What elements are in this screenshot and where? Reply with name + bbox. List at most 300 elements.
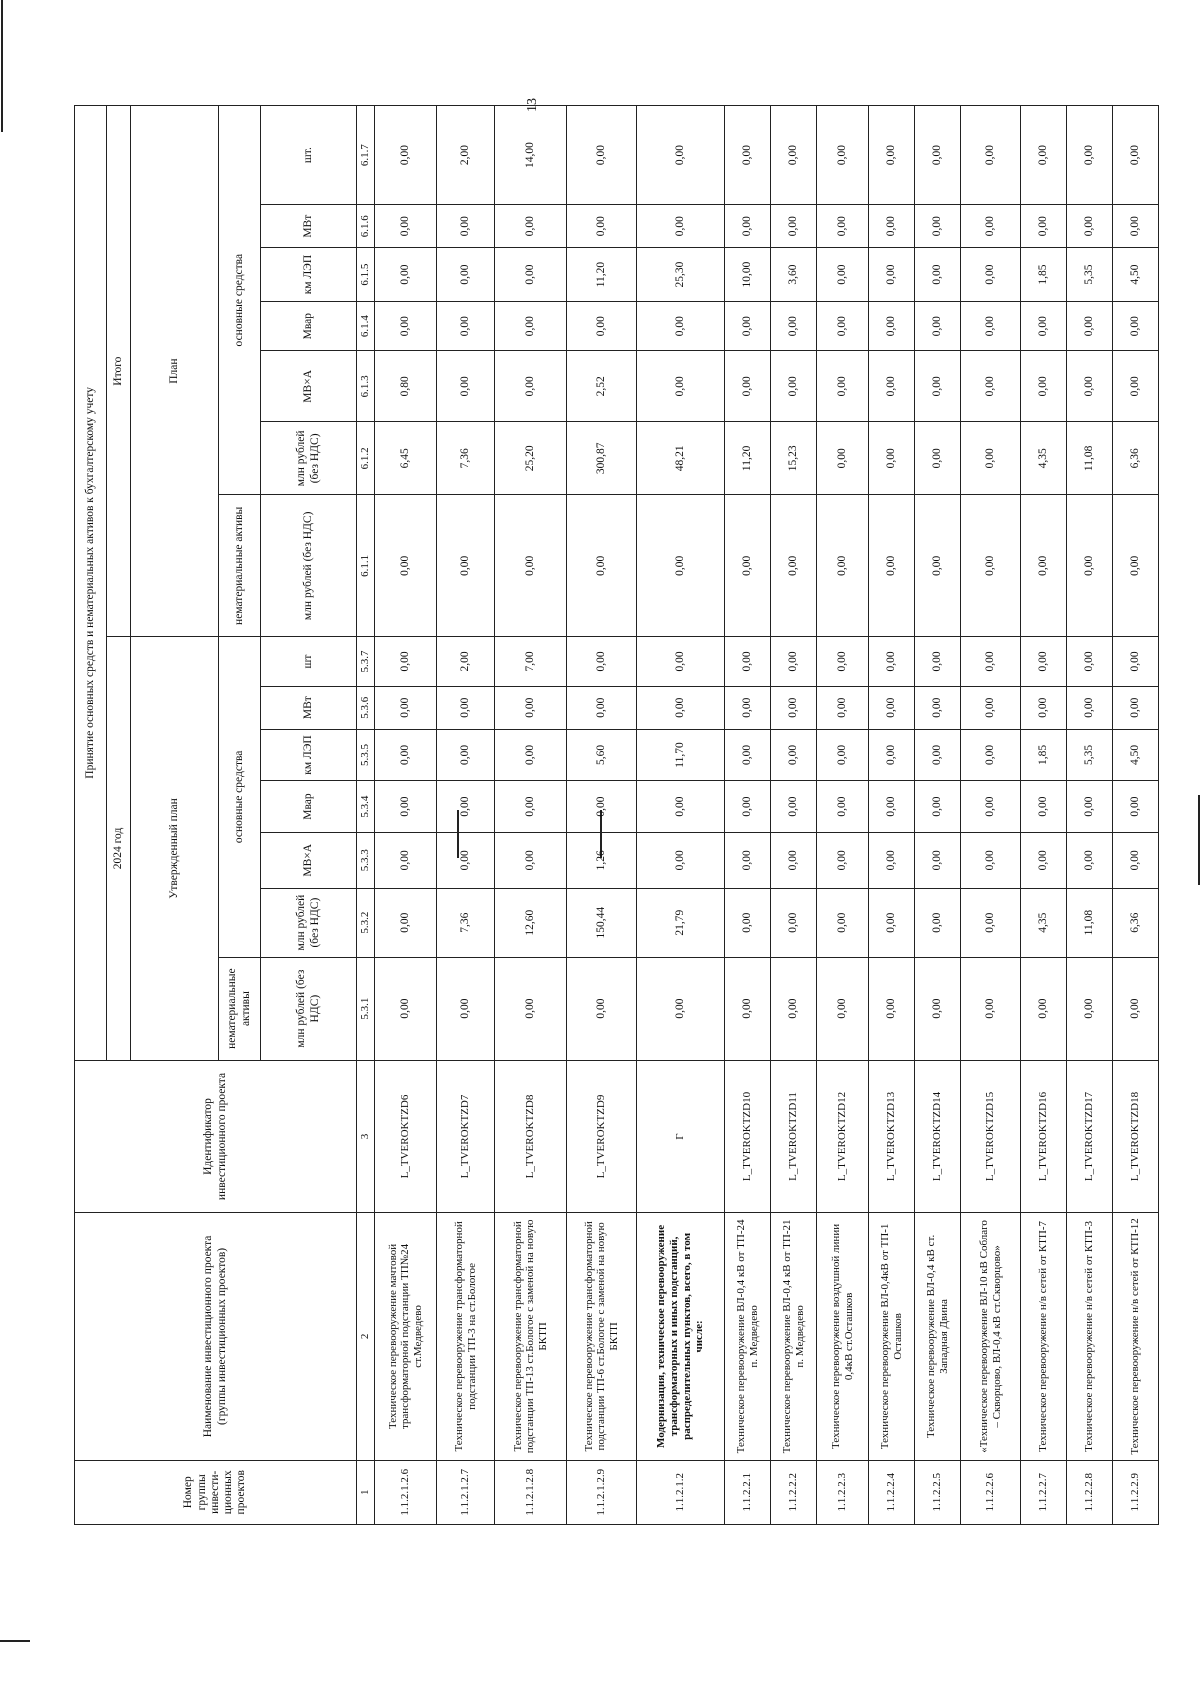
row-value: 0,00 bbox=[375, 301, 437, 350]
row-value: 0,00 bbox=[1021, 957, 1067, 1060]
row-value: 0,00 bbox=[375, 888, 437, 957]
row-value: 7,36 bbox=[437, 422, 495, 495]
row-value: 0,00 bbox=[1067, 106, 1113, 205]
row-value: 0,00 bbox=[437, 301, 495, 350]
row-value: 0,00 bbox=[725, 686, 771, 729]
row-value: 0,00 bbox=[567, 106, 637, 205]
table-row bbox=[869, 106, 915, 1525]
row-value: 1,85 bbox=[1021, 729, 1067, 781]
row-value: 0,00 bbox=[495, 781, 567, 833]
row-value: 11,20 bbox=[567, 248, 637, 302]
row-value: 0,00 bbox=[915, 637, 961, 686]
row-project-id: L_TVEROKTZD17 bbox=[1067, 1060, 1113, 1213]
row-value: 25,20 bbox=[495, 422, 567, 495]
row-value: 0,00 bbox=[437, 248, 495, 302]
row-project-id: L_TVEROKTZD10 bbox=[725, 1060, 771, 1213]
unit-total-fixed-mln: млн рублей (без НДС) bbox=[261, 422, 357, 495]
column-number-row bbox=[357, 106, 375, 1525]
row-value: 0,00 bbox=[771, 205, 817, 248]
row-code: 1.1.2.2.6 bbox=[961, 1460, 1021, 1524]
scan-mark-top-left bbox=[1, 0, 3, 132]
header-intangible-total: нематериальные активы bbox=[219, 495, 261, 637]
unit-total-mva: МВ×А bbox=[261, 351, 357, 422]
row-value: 11,08 bbox=[1067, 422, 1113, 495]
row-value: 0,00 bbox=[567, 301, 637, 350]
row-value: 5,60 bbox=[567, 729, 637, 781]
row-project-name: Техническое перевооружение ВЛ-0,4 кВ от ТП-21 п. Медведево bbox=[771, 1213, 817, 1460]
row-value: 10,00 bbox=[725, 248, 771, 302]
row-value: 0,00 bbox=[495, 729, 567, 781]
header-fixed-assets-total: основные средства bbox=[219, 106, 261, 495]
row-value: 0,00 bbox=[869, 351, 915, 422]
header-project-name: Наименование инвестиционного проекта (группы инвестиционных проектов) bbox=[75, 1213, 357, 1460]
row-value: 0,00 bbox=[1021, 781, 1067, 833]
row-project-id: L_TVEROKTZD14 bbox=[915, 1060, 961, 1213]
table-row bbox=[1067, 106, 1113, 1525]
row-value: 0,00 bbox=[961, 832, 1021, 888]
row-code: 1.1.2.1.2 bbox=[637, 1460, 725, 1524]
row-value: 0,00 bbox=[725, 351, 771, 422]
row-value: 0,00 bbox=[961, 301, 1021, 350]
row-project-id: Г bbox=[637, 1060, 725, 1213]
row-value: 0,00 bbox=[1067, 637, 1113, 686]
row-value: 0,00 bbox=[495, 495, 567, 637]
column-number: 5.3.4 bbox=[357, 781, 375, 833]
row-value: 0,00 bbox=[375, 781, 437, 833]
row-value: 0,00 bbox=[725, 781, 771, 833]
row-project-name: Техническое перевооружение трансформаторной подстанции ТП-13 ст.Бологое с заменой на новую БКТП bbox=[495, 1213, 567, 1460]
row-project-id: L_TVEROKTZD8 bbox=[495, 1060, 567, 1213]
row-value: 0,00 bbox=[1113, 686, 1159, 729]
row-project-name: Модернизация, техническое перевооружение трансформаторных и иных подстанций, распределительных пунктов, всего, в том числе: bbox=[637, 1213, 725, 1460]
row-project-id: L_TVEROKTZD6 bbox=[375, 1060, 437, 1213]
row-value: 0,00 bbox=[915, 205, 961, 248]
row-value: 0,00 bbox=[869, 248, 915, 302]
row-value: 2,00 bbox=[437, 637, 495, 686]
scan-mark-bottom-left bbox=[0, 1640, 30, 1642]
row-value: 0,00 bbox=[771, 729, 817, 781]
row-project-name: Техническое перевооружение мачтовой трансформаторной подстанции ТП№24 ст.Медведево bbox=[375, 1213, 437, 1460]
header-approved-plan: Утвержденный план bbox=[131, 637, 219, 1060]
row-value: 0,00 bbox=[495, 301, 567, 350]
row-value: 0,00 bbox=[375, 686, 437, 729]
row-value: 0,00 bbox=[495, 832, 567, 888]
row-value: 0,00 bbox=[437, 832, 495, 888]
column-number: 6.1.4 bbox=[357, 301, 375, 350]
table-row bbox=[567, 106, 637, 1525]
unit-total-km: км ЛЭП bbox=[261, 248, 357, 302]
table-body bbox=[375, 106, 1159, 1525]
row-value: 0,00 bbox=[637, 351, 725, 422]
row-code: 1.1.2.1.2.8 bbox=[495, 1460, 567, 1524]
row-value: 0,00 bbox=[817, 205, 869, 248]
row-value: 0,00 bbox=[869, 888, 915, 957]
row-value: 0,00 bbox=[375, 957, 437, 1060]
row-value: 0,00 bbox=[817, 637, 869, 686]
row-value: 0,00 bbox=[437, 205, 495, 248]
column-number: 5.3.7 bbox=[357, 637, 375, 686]
row-value: 0,00 bbox=[1021, 301, 1067, 350]
row-value: 0,00 bbox=[961, 781, 1021, 833]
row-code: 1.1.2.2.5 bbox=[915, 1460, 961, 1524]
row-value: 12,60 bbox=[495, 888, 567, 957]
row-project-id: L_TVEROKTZD9 bbox=[567, 1060, 637, 1213]
row-value: 0,00 bbox=[961, 495, 1021, 637]
row-value: 0,00 bbox=[437, 686, 495, 729]
column-number: 6.1.1 bbox=[357, 495, 375, 637]
table-row bbox=[817, 106, 869, 1525]
row-value: 0,00 bbox=[375, 106, 437, 205]
row-code: 1.1.2.2.7 bbox=[1021, 1460, 1067, 1524]
row-value: 0,00 bbox=[817, 729, 869, 781]
row-project-name: Техническое перевооружение ВЛ-0,4 кВ ст. Западная Двина bbox=[915, 1213, 961, 1460]
row-value: 4,50 bbox=[1113, 729, 1159, 781]
column-number: 6.1.2 bbox=[357, 422, 375, 495]
unit-total-mw: МВт bbox=[261, 205, 357, 248]
row-value: 0,00 bbox=[771, 637, 817, 686]
row-value: 3,60 bbox=[771, 248, 817, 302]
row-value: 0,00 bbox=[771, 888, 817, 957]
row-value: 0,00 bbox=[817, 957, 869, 1060]
row-value: 0,00 bbox=[915, 781, 961, 833]
row-value: 25,30 bbox=[637, 248, 725, 302]
row-value: 0,00 bbox=[725, 301, 771, 350]
row-code: 1.1.2.2.1 bbox=[725, 1460, 771, 1524]
row-value: 0,00 bbox=[961, 729, 1021, 781]
row-value: 0,00 bbox=[1067, 351, 1113, 422]
unit-intangible-mln: млн рублей (без НДС) bbox=[261, 957, 357, 1060]
row-project-id: L_TVEROKTZD13 bbox=[869, 1060, 915, 1213]
row-value: 0,00 bbox=[771, 351, 817, 422]
row-value: 0,00 bbox=[637, 205, 725, 248]
row-value: 0,00 bbox=[725, 832, 771, 888]
row-value: 0,00 bbox=[869, 781, 915, 833]
column-number: 5.3.3 bbox=[357, 832, 375, 888]
table-row bbox=[1021, 106, 1067, 1525]
row-value: 0,00 bbox=[817, 832, 869, 888]
row-code: 1.1.2.1.2.6 bbox=[375, 1460, 437, 1524]
column-number: 2 bbox=[357, 1213, 375, 1460]
row-value: 0,00 bbox=[771, 301, 817, 350]
row-value: 0,00 bbox=[437, 781, 495, 833]
row-project-name: Техническое перевооружение воздушной линии 0,4кВ ст.Осташков bbox=[817, 1213, 869, 1460]
row-value: 14,00 bbox=[495, 106, 567, 205]
row-value: 0,00 bbox=[961, 888, 1021, 957]
row-project-id: L_TVEROKTZD12 bbox=[817, 1060, 869, 1213]
row-value: 0,00 bbox=[1021, 495, 1067, 637]
row-value: 0,00 bbox=[915, 686, 961, 729]
unit-total-intangible-mln: млн рублей (без НДС) bbox=[261, 495, 357, 637]
row-value: 0,00 bbox=[1067, 301, 1113, 350]
row-value: 1,85 bbox=[1021, 248, 1067, 302]
row-value: 0,00 bbox=[437, 957, 495, 1060]
row-value: 0,00 bbox=[771, 106, 817, 205]
row-value: 2,52 bbox=[567, 351, 637, 422]
row-value: 0,00 bbox=[375, 495, 437, 637]
table-row bbox=[725, 106, 771, 1525]
row-value: 0,00 bbox=[817, 888, 869, 957]
column-number: 6.1.3 bbox=[357, 351, 375, 422]
column-number: 6.1.6 bbox=[357, 205, 375, 248]
row-value: 0,00 bbox=[1113, 351, 1159, 422]
row-value: 0,00 bbox=[771, 832, 817, 888]
row-value: 2,00 bbox=[437, 106, 495, 205]
row-value: 0,00 bbox=[637, 781, 725, 833]
row-value: 0,00 bbox=[495, 686, 567, 729]
row-value: 0,00 bbox=[869, 301, 915, 350]
row-value: 0,00 bbox=[771, 957, 817, 1060]
row-code: 1.1.2.1.2.9 bbox=[567, 1460, 637, 1524]
row-value: 0,00 bbox=[915, 495, 961, 637]
header-intangible: нематериальные активы bbox=[219, 957, 261, 1060]
row-value: 0,00 bbox=[915, 106, 961, 205]
row-value: 0,00 bbox=[771, 781, 817, 833]
rotated-table-wrapper bbox=[74, 105, 1142, 1525]
row-project-name: Техническое перевооружение ВЛ-0,4кВ от ТП-1 Осташков bbox=[869, 1213, 915, 1460]
row-value: 0,00 bbox=[869, 106, 915, 205]
row-value: 0,00 bbox=[1113, 106, 1159, 205]
row-value: 0,00 bbox=[817, 106, 869, 205]
row-code: 1.1.2.2.3 bbox=[817, 1460, 869, 1524]
row-value: 0,00 bbox=[961, 422, 1021, 495]
row-value: 0,00 bbox=[495, 205, 567, 248]
row-value: 0,00 bbox=[375, 832, 437, 888]
row-value: 0,00 bbox=[437, 495, 495, 637]
row-project-name: Техническое перевооружение н/в сетей от КТП-3 bbox=[1067, 1213, 1113, 1460]
row-project-name: Техническое перевооружение трансформаторной подстанции ТП-6 ст.Бологое с заменой на новую БКТП bbox=[567, 1213, 637, 1460]
row-project-name: Техническое перевооружение н/в сетей от КТП-7 bbox=[1021, 1213, 1067, 1460]
column-number: 1 bbox=[357, 1460, 375, 1524]
row-value: 0,00 bbox=[1021, 637, 1067, 686]
header-group-number: Номер группы инвести-ционных проектов bbox=[75, 1460, 357, 1524]
row-value: 0,00 bbox=[567, 957, 637, 1060]
column-number: 6.1.5 bbox=[357, 248, 375, 302]
row-value: 0,00 bbox=[1067, 832, 1113, 888]
row-value: 0,00 bbox=[869, 832, 915, 888]
row-value: 0,00 bbox=[567, 205, 637, 248]
row-code: 1.1.2.2.4 bbox=[869, 1460, 915, 1524]
row-value: 0,00 bbox=[495, 248, 567, 302]
row-code: 1.1.2.1.2.7 bbox=[437, 1460, 495, 1524]
row-value: 0,00 bbox=[817, 495, 869, 637]
row-value: 0,00 bbox=[771, 686, 817, 729]
table-row bbox=[375, 106, 437, 1525]
row-value: 5,35 bbox=[1067, 248, 1113, 302]
row-value: 0,00 bbox=[1021, 832, 1067, 888]
row-value: 0,00 bbox=[915, 957, 961, 1060]
row-project-name: «Техническое перевооружение ВЛ-10 кВ Соблаго – Скворцово, ВЛ-0,4 кВ ст.Скворцово» bbox=[961, 1213, 1021, 1460]
row-value: 0,00 bbox=[637, 832, 725, 888]
row-value: 0,00 bbox=[725, 888, 771, 957]
column-number: 5.3.2 bbox=[357, 888, 375, 957]
row-value: 0,00 bbox=[961, 686, 1021, 729]
row-project-id: L_TVEROKTZD7 bbox=[437, 1060, 495, 1213]
row-value: 0,00 bbox=[817, 248, 869, 302]
row-value: 150,44 bbox=[567, 888, 637, 957]
row-project-id: L_TVEROKTZD16 bbox=[1021, 1060, 1067, 1213]
row-value: 15,23 bbox=[771, 422, 817, 495]
row-code: 1.1.2.2.9 bbox=[1113, 1460, 1159, 1524]
row-value: 4,35 bbox=[1021, 888, 1067, 957]
row-value: 0,00 bbox=[725, 957, 771, 1060]
row-code: 1.1.2.2.8 bbox=[1067, 1460, 1113, 1524]
row-value: 0,00 bbox=[567, 495, 637, 637]
row-value: 21,79 bbox=[637, 888, 725, 957]
table-row bbox=[637, 106, 725, 1525]
row-value: 0,00 bbox=[817, 422, 869, 495]
row-value: 0,00 bbox=[567, 781, 637, 833]
row-value: 0,00 bbox=[725, 495, 771, 637]
column-number: 3 bbox=[357, 1060, 375, 1213]
row-project-name: Техническое перевооружение ВЛ-0,4 кВ от ТП-24 п. Медведево bbox=[725, 1213, 771, 1460]
row-value: 0,00 bbox=[375, 248, 437, 302]
row-value: 0,00 bbox=[1113, 205, 1159, 248]
row-value: 0,00 bbox=[567, 637, 637, 686]
row-value: 7,00 bbox=[495, 637, 567, 686]
header-year: 2024 год bbox=[107, 637, 131, 1060]
row-value: 0,00 bbox=[1113, 781, 1159, 833]
row-project-id: L_TVEROKTZD15 bbox=[961, 1060, 1021, 1213]
column-number: 5.3.1 bbox=[357, 957, 375, 1060]
table-row bbox=[915, 106, 961, 1525]
row-value: 0,00 bbox=[725, 205, 771, 248]
unit-fixed-mln: млн рублей (без НДС) bbox=[261, 888, 357, 957]
row-value: 0,00 bbox=[961, 957, 1021, 1060]
row-value: 0,00 bbox=[869, 422, 915, 495]
row-value: 0,00 bbox=[725, 729, 771, 781]
row-value: 0,00 bbox=[725, 106, 771, 205]
row-value: 0,00 bbox=[1021, 106, 1067, 205]
unit-mvar: Мвар bbox=[261, 781, 357, 833]
header-acceptance: Принятие основных средств и нематериальных активов к бухгалтерскому учету bbox=[75, 106, 107, 1061]
row-value: 0,00 bbox=[637, 957, 725, 1060]
row-value: 0,00 bbox=[375, 637, 437, 686]
row-value: 4,35 bbox=[1021, 422, 1067, 495]
header-fixed-assets: основные средства bbox=[219, 637, 261, 957]
row-value: 0,00 bbox=[1067, 957, 1113, 1060]
row-value: 0,00 bbox=[1113, 495, 1159, 637]
row-value: 0,00 bbox=[869, 686, 915, 729]
row-value: 0,00 bbox=[1067, 781, 1113, 833]
row-value: 11,08 bbox=[1067, 888, 1113, 957]
row-value: 0,00 bbox=[961, 248, 1021, 302]
header-project-id: Идентификатор инвестиционного проекта bbox=[75, 1060, 357, 1213]
column-number: 5.3.6 bbox=[357, 686, 375, 729]
row-value: 0,00 bbox=[437, 729, 495, 781]
row-value: 0,00 bbox=[1021, 351, 1067, 422]
row-value: 0,00 bbox=[961, 106, 1021, 205]
row-project-name: Техническое перевооружение н/в сетей от КТП-12 bbox=[1113, 1213, 1159, 1460]
row-value: 0,00 bbox=[771, 495, 817, 637]
unit-total-pcs: шт. bbox=[261, 106, 357, 205]
row-value: 0,00 bbox=[637, 106, 725, 205]
row-value: 48,21 bbox=[637, 422, 725, 495]
row-code: 1.1.2.2.2 bbox=[771, 1460, 817, 1524]
table-row bbox=[1113, 106, 1159, 1525]
row-value: 0,00 bbox=[817, 301, 869, 350]
column-number: 5.3.5 bbox=[357, 729, 375, 781]
row-value: 0,00 bbox=[1021, 205, 1067, 248]
row-value: 0,00 bbox=[637, 301, 725, 350]
row-value: 0,00 bbox=[869, 729, 915, 781]
row-value: 0,00 bbox=[961, 637, 1021, 686]
unit-mva: МВ×А bbox=[261, 832, 357, 888]
row-value: 0,00 bbox=[961, 351, 1021, 422]
unit-pcs: шт bbox=[261, 637, 357, 686]
row-value: 7,36 bbox=[437, 888, 495, 957]
row-value: 0,00 bbox=[725, 637, 771, 686]
row-value: 0,00 bbox=[817, 351, 869, 422]
row-value: 0,00 bbox=[869, 495, 915, 637]
row-project-id: L_TVEROKTZD18 bbox=[1113, 1060, 1159, 1213]
row-value: 0,00 bbox=[869, 205, 915, 248]
row-value: 0,00 bbox=[915, 832, 961, 888]
row-value: 0,00 bbox=[375, 205, 437, 248]
row-value: 0,00 bbox=[1113, 637, 1159, 686]
row-project-id: L_TVEROKTZD11 bbox=[771, 1060, 817, 1213]
unit-total-mvar: Мвар bbox=[261, 301, 357, 350]
row-value: 0,00 bbox=[915, 248, 961, 302]
row-value: 0,00 bbox=[1067, 205, 1113, 248]
row-value: 0,00 bbox=[915, 351, 961, 422]
row-value: 0,80 bbox=[375, 351, 437, 422]
row-value: 0,00 bbox=[637, 495, 725, 637]
row-value: 5,35 bbox=[1067, 729, 1113, 781]
row-value: 11,70 bbox=[637, 729, 725, 781]
row-value: 6,36 bbox=[1113, 888, 1159, 957]
row-value: 0,00 bbox=[915, 888, 961, 957]
row-value: 0,00 bbox=[869, 957, 915, 1060]
row-value: 11,20 bbox=[725, 422, 771, 495]
investment-table bbox=[74, 105, 1159, 1525]
row-project-name: Техническое перевооружение трансформаторной подстанции ТП-3 на ст.Бологое bbox=[437, 1213, 495, 1460]
column-number: 6.1.7 bbox=[357, 106, 375, 205]
row-value: 0,00 bbox=[1113, 301, 1159, 350]
table-row bbox=[437, 106, 495, 1525]
row-value: 0,00 bbox=[1067, 686, 1113, 729]
row-value: 6,45 bbox=[375, 422, 437, 495]
row-value: 6,36 bbox=[1113, 422, 1159, 495]
row-value: 0,00 bbox=[915, 729, 961, 781]
row-value: 0,00 bbox=[567, 686, 637, 729]
table-row bbox=[961, 106, 1021, 1525]
page-number: 13 bbox=[525, 98, 540, 112]
table-row bbox=[771, 106, 817, 1525]
row-value: 0,00 bbox=[1021, 686, 1067, 729]
row-value: 0,00 bbox=[437, 351, 495, 422]
row-value: 0,00 bbox=[1113, 832, 1159, 888]
row-value: 0,00 bbox=[869, 637, 915, 686]
row-value: 0,00 bbox=[495, 351, 567, 422]
table-row bbox=[495, 106, 567, 1525]
row-value: 0,00 bbox=[375, 729, 437, 781]
row-value: 0,00 bbox=[817, 686, 869, 729]
row-value: 0,00 bbox=[637, 637, 725, 686]
row-value: 0,00 bbox=[495, 957, 567, 1060]
header-plan: План bbox=[131, 106, 219, 637]
header-total: Итого bbox=[107, 106, 131, 637]
row-value: 0,00 bbox=[915, 422, 961, 495]
row-value: 0,00 bbox=[637, 686, 725, 729]
row-value: 0,00 bbox=[1113, 957, 1159, 1060]
row-value: 0,00 bbox=[915, 301, 961, 350]
row-value: 300,87 bbox=[567, 422, 637, 495]
unit-mw: МВт bbox=[261, 686, 357, 729]
row-value: 1,26 bbox=[567, 832, 637, 888]
unit-km: км ЛЭП bbox=[261, 729, 357, 781]
row-value: 4,50 bbox=[1113, 248, 1159, 302]
row-value: 0,00 bbox=[817, 781, 869, 833]
